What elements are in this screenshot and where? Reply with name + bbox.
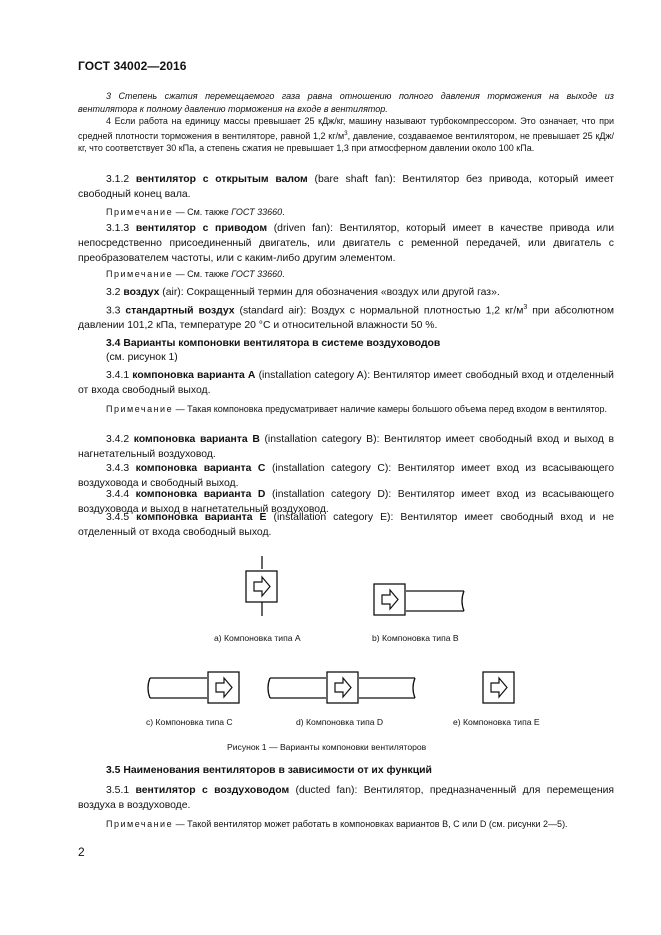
section-3-5-title: 3.5 Наименования вентиляторов в зависимости от их функций: [106, 765, 432, 776]
caption-e: e) Компоновка типа Е: [453, 717, 540, 727]
diagram-category-a: [246, 556, 277, 616]
caption-a: a) Компоновка типа А: [214, 633, 301, 643]
clause-3-1-2: 3.1.2 вентилятор с открытым валом (bare shaft fan): Вентилятор без привода, который имеет свободный конец вала.: [78, 174, 615, 200]
clause-3-3: 3.3 стандартный воздух (standard air): Воздух с нормальной плотностью 1,2 $кг/м^3$ при абсолютном давлении 101,2 кПа, температуре 20 °С и относительной влажности 50 %.: [78, 304, 614, 332]
note-3: 3 Степень сжатия перемещаемого газа равна отношению полного давления торможения на выходе из вентилятора к полному давлению торможения на входе в вентилятор.: [78, 91, 614, 114]
document-header: ГОСТ 34002—2016: [78, 59, 187, 73]
note-3-1-2: Примечание — См. также ГОСТ 33660.: [106, 207, 285, 217]
clause-3-4-4: 3.4.4 компоновка варианта D (installation category D): Вентилятор имеет вход из всасывающего воздуховода и выход в нагнетательный воздуховод.: [78, 489, 614, 515]
caption-b: b) Компоновка типа В: [372, 633, 459, 643]
note-3-5-1: Примечание — Такой вентилятор может работать в компоновках вариантов В, С или D (см. рисунки 2—5).: [106, 819, 568, 829]
diagram-category-c: [148, 672, 239, 703]
section-3-4-subtitle: (см. рисунок 1): [106, 352, 178, 363]
section-3-4-title: 3.4 Варианты компоновки вентилятора в системе воздуховодов: [106, 338, 441, 349]
note-3-4-1: Примечание — Такая компоновка предусматривает наличие камеры большого объема перед входом в вентилятор.: [106, 404, 608, 414]
page-number: 2: [78, 845, 85, 859]
figure-title: Рисунок 1 — Варианты компоновки вентиляторов: [227, 742, 427, 752]
clause-3-5-1: 3.5.1 вентилятор с воздуховодом (ducted fan): Вентилятор, предназначенный для перемещения воздуха в воздуховоде.: [78, 785, 614, 811]
caption-c: c) Компоновка типа С: [146, 717, 233, 727]
clause-3-4-1: 3.4.1 компоновка варианта А (installation category A): Вентилятор имеет свободный вход и отделенный от входа свободный выход.: [78, 370, 614, 396]
diagram-category-e: [483, 672, 514, 703]
clause-3-4-5: 3.4.5 компоновка варианта Е (installation category E): Вентилятор имеет свободный вход и не отделенный от входа свободный выход.: [78, 512, 614, 538]
clause-3-2: 3.2 воздух (air): Сокращенный термин для обозначения «воздух или другой газ».: [106, 287, 500, 298]
clause-3-1-3: 3.1.3 вентилятор с приводом (driven fan): Вентилятор, который имеет в качестве привода или непосредственно присоединенный двигатель, или двигатель с ременной передачей, или двигатель с преобразователем частоты, или с каким-либо другим элементом.: [78, 223, 615, 264]
diagram-category-b: [374, 584, 464, 615]
clause-3-4-2: 3.4.2 компоновка варианта В (installation category B): Вентилятор имеет свободный вход и выход в нагнетательный воздуховод.: [78, 434, 614, 460]
caption-d: d) Компоновка типа D: [296, 717, 384, 727]
note-3-1-3: Примечание — См. также ГОСТ 33660.: [106, 269, 285, 279]
diagram-category-d: [268, 672, 415, 703]
note-4: 4 Если работа на единицу массы превышает 25 кДж/кг, машину называют турбокомпрессором. Это означает, что при средней плотности торможения в вентиляторе, равной 1,2 $кг/м^3$, давление, создаваемое вентилятором, не превышает 25 кДж/кг, что соответствует 30 кПа, а степень сжатия не превышает 1,3 при атмосферном давлении около 100 кПа.: [78, 116, 614, 154]
clause-3-4-3: 3.4.3 компоновка варианта С (installation category C): Вентилятор имеет вход из всасывающего воздуховода и свободный выход.: [78, 463, 614, 489]
